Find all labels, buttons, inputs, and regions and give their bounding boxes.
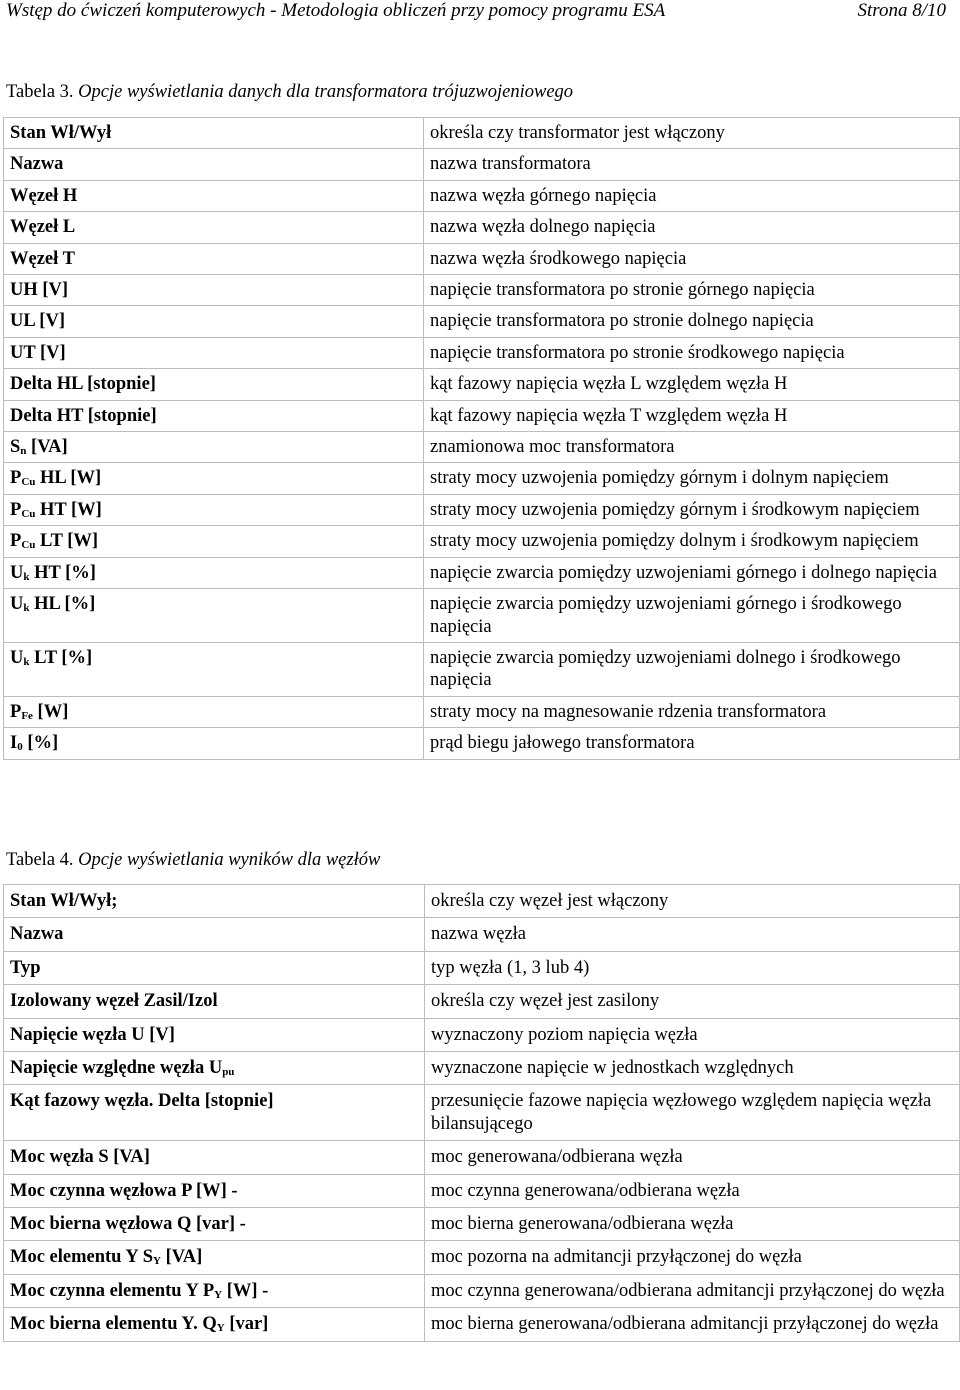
- option-name: Napięcie węzła U [V]: [10, 1024, 175, 1045]
- option-description: straty mocy uzwojenia pomiędzy górnym i środkowym napięciem: [424, 494, 960, 525]
- option-name-cell: [4, 369, 424, 400]
- option-name-cell: [4, 243, 424, 274]
- option-description: straty mocy uzwojenia pomiędzy dolnym i środkowym napięciem: [424, 526, 960, 557]
- document-title: Wstęp do ćwiczeń komputerowych - Metodologia obliczeń przy pomocy programu ESA: [6, 0, 666, 21]
- option-name-suffix: [VA]: [160, 1247, 203, 1268]
- table-row: [4, 149, 960, 180]
- option-name-cell: [4, 696, 424, 727]
- option-description: moc generowana/odbierana węzła: [425, 1141, 960, 1174]
- option-name-subscript: n: [20, 445, 27, 458]
- option-name-cell: [4, 306, 424, 337]
- option-name-cell: [4, 1085, 425, 1141]
- table-row: [4, 642, 960, 696]
- option-name-cell: [4, 1274, 425, 1307]
- option-name: Kąt fazowy węzła. Delta [stopnie]: [10, 1091, 274, 1112]
- table-row: [4, 369, 960, 400]
- option-name: Napięcie względne węzła U: [10, 1058, 223, 1079]
- option-description: moc bierna generowana/odbierana admitancji przyłączonej do węzła: [425, 1308, 960, 1341]
- option-name: Delta HL [stopnie]: [10, 374, 156, 395]
- option-name-cell: [4, 180, 424, 211]
- table-row: [4, 1308, 960, 1341]
- option-name-suffix: HL [W]: [35, 468, 102, 489]
- option-description: napięcie zwarcia pomiędzy uzwojeniami górnego i dolnego napięcia: [424, 557, 960, 588]
- option-name-cell: [4, 463, 424, 494]
- option-name: Typ: [10, 957, 41, 978]
- option-name-cell: [4, 400, 424, 431]
- option-name: U: [10, 562, 24, 583]
- option-name: Węzeł T: [10, 248, 75, 269]
- option-description: moc pozorna na admitancji przyłączonej do węzła: [425, 1241, 960, 1274]
- option-name-cell: [4, 337, 424, 368]
- table-row: [4, 918, 960, 951]
- option-name: P: [10, 531, 22, 552]
- option-description: moc czynna generowana/odbierana węzła: [425, 1174, 960, 1207]
- option-description: moc bierna generowana/odbierana węzła: [425, 1208, 960, 1241]
- option-description: prąd biegu jałowego transformatora: [424, 728, 960, 759]
- table-row: [4, 526, 960, 557]
- option-description: napięcie zwarcia pomiędzy uzwojeniami dolnego i środkowego napięcia: [424, 642, 960, 696]
- option-name: Nazwa: [10, 154, 64, 175]
- option-description: napięcie zwarcia pomiędzy uzwojeniami górnego i środkowego napięcia: [424, 589, 960, 643]
- option-name-cell: [4, 985, 425, 1018]
- option-name: U: [10, 647, 24, 668]
- table-row: [4, 275, 960, 306]
- option-name-cell: [4, 494, 424, 525]
- option-description: typ węzła (1, 3 lub 4): [425, 951, 960, 984]
- option-name-cell: [4, 432, 424, 463]
- option-description: napięcie transformatora po stronie górnego napięcia: [424, 275, 960, 306]
- option-name-cell: [4, 1174, 425, 1207]
- table-row: [4, 1085, 960, 1141]
- option-name-subscript: 0: [17, 741, 23, 754]
- table4-body: [4, 885, 960, 1342]
- option-name-cell: [4, 149, 424, 180]
- table-row: [4, 1274, 960, 1307]
- option-name: P: [10, 499, 22, 520]
- option-name: P: [10, 701, 22, 722]
- option-name-suffix: [var]: [224, 1314, 269, 1335]
- page-header: [6, 0, 946, 26]
- option-name-suffix: HL [%]: [29, 594, 96, 615]
- option-name: U: [10, 594, 24, 615]
- table-row: [4, 1018, 960, 1051]
- table4-caption-prefix: Tabela 4.: [6, 850, 74, 870]
- option-name: UT [V]: [10, 342, 66, 363]
- option-name-subscript: Fe: [21, 709, 33, 722]
- option-description: nazwa węzła: [425, 918, 960, 951]
- option-name-cell: [4, 951, 425, 984]
- option-name-suffix: [%]: [22, 733, 59, 754]
- table-row: [4, 885, 960, 918]
- table-row: [4, 337, 960, 368]
- table-row: [4, 985, 960, 1018]
- option-name-subscript: Y: [153, 1255, 161, 1268]
- option-description: znamionowa moc transformatora: [424, 432, 960, 463]
- option-description: określa czy transformator jest włączony: [424, 118, 960, 149]
- option-name-subscript: Y: [214, 1288, 223, 1301]
- option-description: określa czy węzeł jest włączony: [425, 885, 960, 918]
- option-name-cell: [4, 1208, 425, 1241]
- table-row: [4, 696, 960, 727]
- table-row: [4, 589, 960, 643]
- table-row: [4, 1241, 960, 1274]
- option-name-cell: [4, 885, 425, 918]
- option-name-cell: [4, 526, 424, 557]
- option-name-subscript: Cu: [21, 476, 36, 489]
- option-name: Moc węzła S [VA]: [10, 1147, 150, 1168]
- node-results-table: [3, 884, 960, 1342]
- option-name-subscript: Cu: [21, 539, 36, 552]
- table-row: [4, 118, 960, 149]
- option-name-subscript: k: [23, 570, 30, 583]
- table-row: [4, 1141, 960, 1174]
- option-name: Stan Wł/Wył;: [10, 891, 118, 911]
- option-description: wyznaczone napięcie w jednostkach względnych: [425, 1052, 960, 1085]
- option-name: Moc czynna elementu Y P: [10, 1280, 215, 1301]
- option-name-subscript: k: [23, 655, 30, 668]
- option-name-subscript: Y: [216, 1322, 225, 1335]
- table-row: [4, 212, 960, 243]
- option-name-cell: [4, 918, 425, 951]
- table-row: [4, 243, 960, 274]
- option-name: UH [V]: [10, 280, 69, 301]
- option-name-suffix: [VA]: [26, 437, 68, 458]
- table3-caption: [6, 82, 573, 103]
- option-name-subscript: Cu: [21, 507, 36, 520]
- option-description: straty mocy uzwojenia pomiędzy górnym i dolnym napięciem: [424, 463, 960, 494]
- option-description: kąt fazowy napięcia węzła L względem węzła H: [424, 369, 960, 400]
- table-row: [4, 1174, 960, 1207]
- option-name: S: [10, 437, 21, 458]
- option-name-subscript: k: [23, 602, 30, 615]
- option-description: wyznaczony poziom napięcia węzła: [425, 1018, 960, 1051]
- option-name-cell: [4, 1052, 425, 1085]
- option-name-cell: [4, 1018, 425, 1051]
- option-name-cell: [4, 118, 424, 149]
- option-name-cell: [4, 275, 424, 306]
- table-row: [4, 463, 960, 494]
- option-description: przesunięcie fazowe napięcia węzłowego względem napięcia węzła bilansującego: [425, 1085, 960, 1141]
- option-name-cell: [4, 1308, 425, 1341]
- table-row: [4, 400, 960, 431]
- table-row: [4, 1208, 960, 1241]
- option-name: Węzeł L: [10, 217, 76, 238]
- table4-caption-text: Opcje wyświetlania wyników dla węzłów: [73, 850, 381, 870]
- transformer-options-table: [3, 117, 960, 760]
- table-row: [4, 494, 960, 525]
- option-name-suffix: [W]: [32, 701, 69, 722]
- option-name-suffix: HT [W]: [35, 499, 102, 520]
- table3-body: [4, 118, 960, 760]
- option-name: UL [V]: [10, 311, 65, 332]
- option-name-subscript: pu: [222, 1066, 235, 1079]
- table-row: [4, 728, 960, 759]
- option-name-cell: [4, 642, 424, 696]
- table-row: [4, 951, 960, 984]
- option-name-cell: [4, 1241, 425, 1274]
- table-row: [4, 557, 960, 588]
- option-name: Izolowany węzeł Zasil/Izol: [10, 991, 218, 1012]
- table-row: [4, 180, 960, 211]
- option-name-cell: [4, 212, 424, 243]
- page-number: Strona 8/10: [857, 0, 946, 21]
- option-name-suffix: HT [%]: [29, 562, 96, 583]
- option-name: Moc bierna elementu Y. Q: [10, 1314, 217, 1335]
- option-name: I: [10, 733, 18, 754]
- option-name-cell: [4, 589, 424, 643]
- option-name: Moc czynna węzłowa P [W] -: [10, 1180, 238, 1201]
- option-name-cell: [4, 728, 424, 759]
- table-row: [4, 306, 960, 337]
- option-description: nazwa węzła środkowego napięcia: [424, 243, 960, 274]
- option-name: Moc bierna węzłowa Q [var] -: [10, 1214, 246, 1235]
- option-name: Nazwa: [10, 924, 64, 945]
- option-description: nazwa węzła górnego napięcia: [424, 180, 960, 211]
- option-name: Stan Wł/Wył: [10, 123, 112, 143]
- option-name: Delta HT [stopnie]: [10, 405, 157, 426]
- option-name: P: [10, 468, 22, 489]
- option-name-cell: [4, 557, 424, 588]
- table3-caption-prefix: Tabela 3.: [6, 82, 74, 102]
- option-name: Węzeł H: [10, 185, 78, 206]
- table-row: [4, 432, 960, 463]
- option-description: napięcie transformatora po stronie dolnego napięcia: [424, 306, 960, 337]
- option-description: napięcie transformatora po stronie środkowego napięcia: [424, 337, 960, 368]
- table4-caption: [6, 850, 380, 871]
- option-description: kąt fazowy napięcia węzła T względem węzła H: [424, 400, 960, 431]
- option-description: nazwa transformatora: [424, 149, 960, 180]
- option-name-suffix: [W] -: [222, 1280, 269, 1301]
- option-description: straty mocy na magnesowanie rdzenia transformatora: [424, 696, 960, 727]
- option-name: Moc elementu Y S: [10, 1247, 153, 1268]
- option-description: nazwa węzła dolnego napięcia: [424, 212, 960, 243]
- option-name-suffix: LT [%]: [29, 647, 93, 668]
- option-description: określa czy węzeł jest zasilony: [425, 985, 960, 1018]
- option-name-suffix: LT [W]: [35, 531, 99, 552]
- table3-caption-text: Opcje wyświetlania danych dla transformatora trójuzwojeniowego: [73, 82, 574, 102]
- option-name-cell: [4, 1141, 425, 1174]
- table-row: [4, 1052, 960, 1085]
- option-description: moc czynna generowana/odbierana admitancji przyłączonej do węzła: [425, 1274, 960, 1307]
